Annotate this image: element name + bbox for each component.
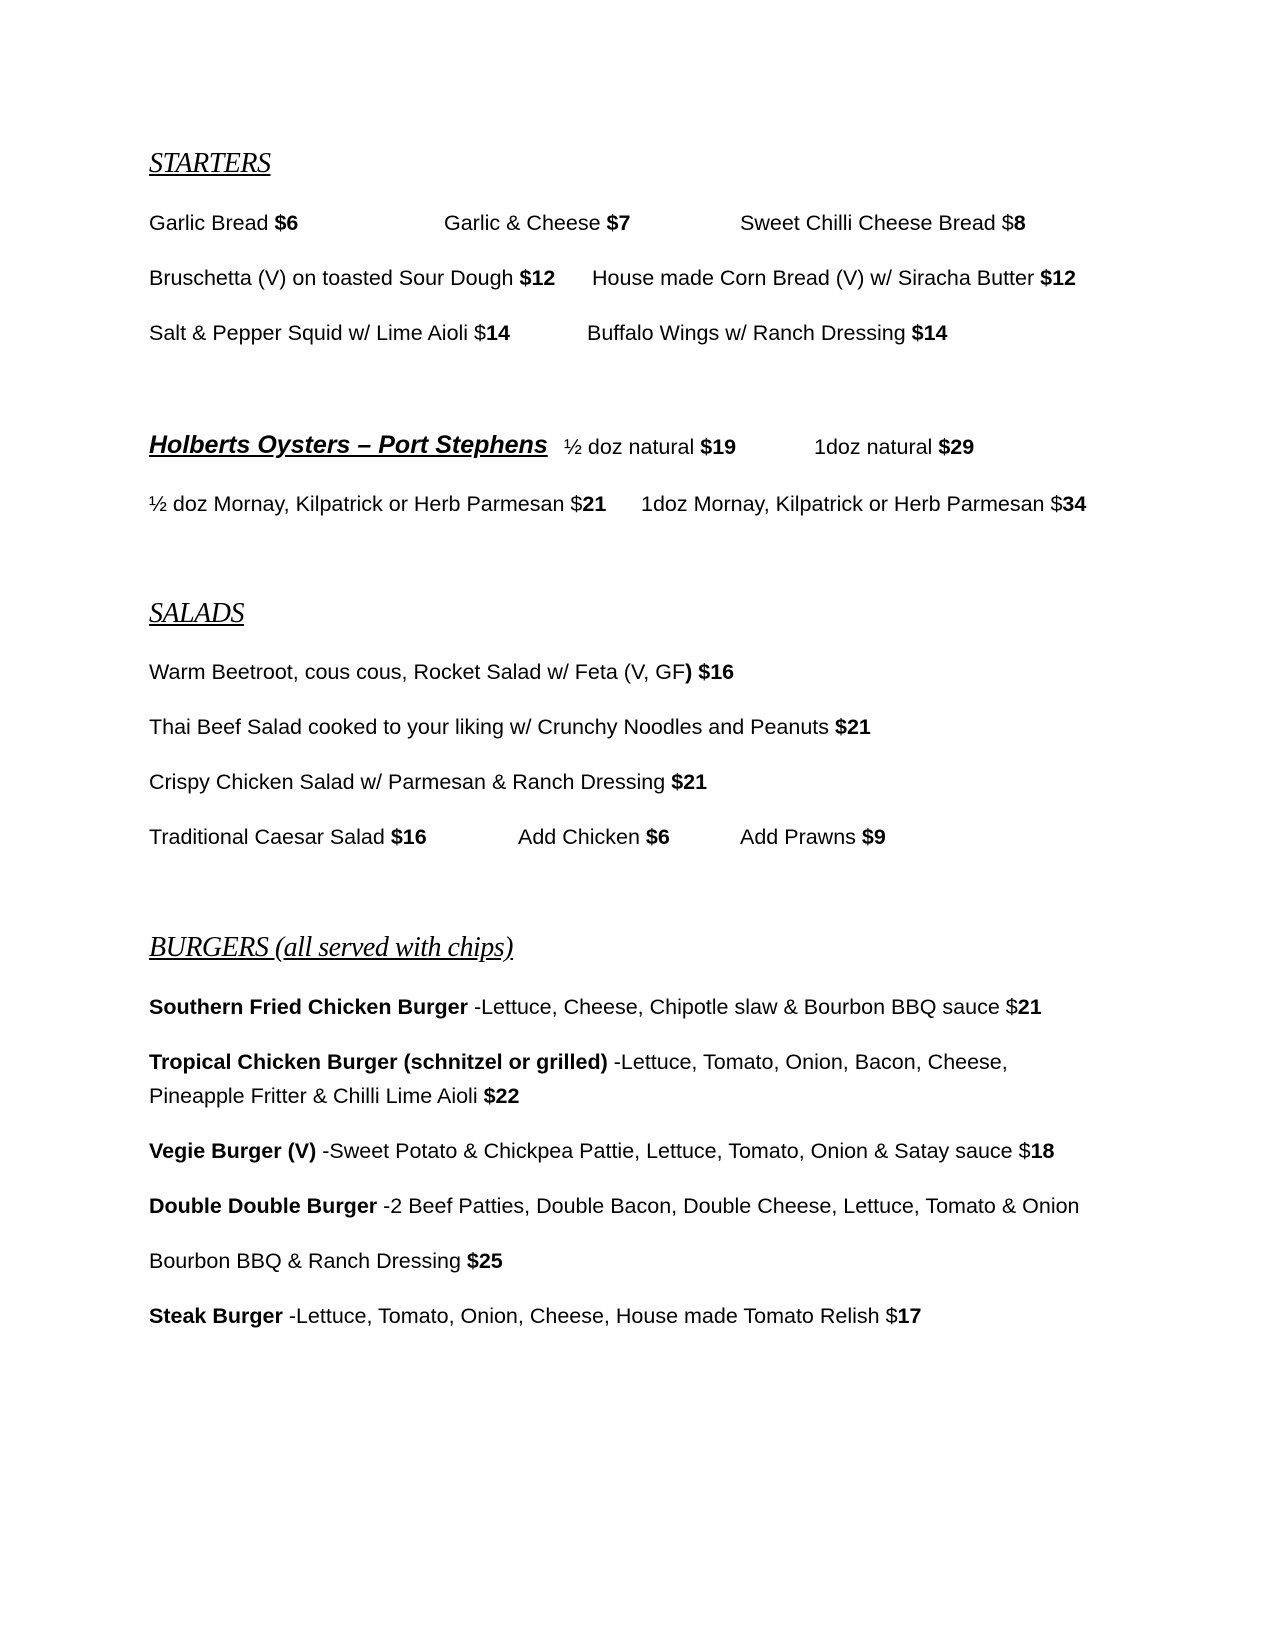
menu-item-tropical-burger-line2 — [149, 1082, 519, 1110]
item-name: Buffalo Wings w/ Ranch Dressing — [587, 321, 912, 345]
item-name: ½ doz natural — [564, 435, 701, 459]
item-name: Double Double Burger — [149, 1194, 378, 1218]
item-name: Thai Beef Salad cooked to your liking w/ Crunchy Noodles and Peanuts — [149, 715, 836, 739]
item-description: -Lettuce, Tomato, Onion, Cheese, House made Tomato Relish $ — [282, 1304, 898, 1328]
item-price: $14 — [911, 321, 948, 345]
item-price: $16 — [390, 825, 427, 849]
menu-item-vegie-burger — [149, 1137, 1054, 1165]
menu-item-corn-bread — [592, 264, 1076, 292]
menu-item-thai-beef-salad — [149, 713, 871, 741]
menu-item-half-dozen-mornay — [149, 490, 606, 518]
item-price: $6 — [645, 825, 670, 849]
item-price: $22 — [483, 1084, 520, 1108]
menu-item-bruschetta — [149, 264, 555, 292]
menu-item-double-double-burger-line2 — [149, 1247, 503, 1275]
item-name: Southern Fried Chicken Burger — [149, 995, 468, 1019]
item-name: Warm Beetroot, cous cous, Rocket Salad w/ Feta (V, GF — [149, 660, 686, 684]
menu-item-caesar-salad — [149, 823, 427, 851]
item-name: House made Corn Bread (V) w/ Siracha Butter — [592, 266, 1041, 290]
item-description: -Lettuce, Tomato, Onion, Bacon, Cheese, — [607, 1050, 1008, 1074]
menu-item-dozen-mornay — [641, 490, 1086, 518]
item-price: $19 — [700, 435, 737, 459]
menu-item-wings — [587, 319, 948, 347]
item-name: Tropical Chicken Burger (schnitzel or grilled) — [149, 1050, 608, 1074]
item-price: $25 — [466, 1249, 503, 1273]
item-name: Traditional Caesar Salad — [149, 825, 391, 849]
item-description: Bourbon BBQ & Ranch Dressing — [149, 1249, 467, 1273]
item-name: Crispy Chicken Salad w/ Parmesan & Ranch Dressing — [149, 770, 672, 794]
item-description: -Lettuce, Cheese, Chipotle slaw & Bourbon BBQ sauce $ — [467, 995, 1018, 1019]
item-price: $21 — [671, 770, 708, 794]
item-name: Add Prawns — [740, 825, 862, 849]
item-price: 17 — [897, 1304, 922, 1328]
item-name: 1doz Mornay, Kilpatrick or Herb Parmesan $ — [641, 492, 1063, 516]
menu-item-southern-fried-burger — [149, 993, 1042, 1021]
menu-item-half-dozen-natural — [564, 433, 736, 461]
item-price: 8 — [1013, 211, 1026, 235]
menu-item-sweet-chilli — [740, 209, 1026, 237]
menu-item-double-double-burger — [149, 1192, 1080, 1220]
item-price: 21 — [582, 492, 607, 516]
item-price: 14 — [486, 321, 510, 345]
item-price: $7 — [606, 211, 631, 235]
item-name: Vegie Burger (V) — [149, 1139, 317, 1163]
menu-item-steak-burger — [149, 1302, 921, 1330]
menu-item-crispy-chicken-salad — [149, 768, 707, 796]
menu-item-dozen-natural — [814, 433, 974, 461]
menu-item-add-chicken — [518, 823, 670, 851]
menu-item-tropical-burger — [149, 1048, 1008, 1076]
item-price: $21 — [835, 715, 871, 739]
burgers-heading: BURGERS (all served with chips) — [149, 932, 513, 963]
item-name: Sweet Chilli Cheese Bread $ — [740, 211, 1014, 235]
item-name: 1doz natural — [814, 435, 939, 459]
menu-item-beetroot-salad — [149, 658, 734, 686]
salads-heading: SALADS — [149, 598, 244, 629]
starters-heading: STARTERS — [149, 148, 271, 179]
item-name: Add Chicken — [518, 825, 646, 849]
item-price: $9 — [861, 825, 886, 849]
menu-item-garlic-bread — [149, 209, 298, 237]
item-price: $29 — [938, 435, 975, 459]
item-price: ) $16 — [685, 660, 735, 684]
item-name: Steak Burger — [149, 1304, 283, 1328]
item-description: -Sweet Potato & Chickpea Pattie, Lettuce, Tomato, Onion & Satay sauce $ — [316, 1139, 1031, 1163]
item-price: 34 — [1062, 492, 1087, 516]
item-name: ½ doz Mornay, Kilpatrick or Herb Parmesan $ — [149, 492, 583, 516]
item-description: -2 Beef Patties, Double Bacon, Double Cheese, Lettuce, Tomato & Onion — [377, 1194, 1080, 1218]
menu-item-add-prawns — [740, 823, 886, 851]
item-price: $12 — [1040, 266, 1076, 290]
item-price: 21 — [1017, 995, 1042, 1019]
oysters-heading: Holberts Oysters – Port Stephens — [149, 431, 548, 459]
item-price: 18 — [1030, 1139, 1055, 1163]
item-name: Bruschetta (V) on toasted Sour Dough — [149, 266, 520, 290]
menu-item-squid — [149, 319, 510, 347]
item-name: Salt & Pepper Squid w/ Lime Aioli $ — [149, 321, 487, 345]
menu-item-garlic-cheese — [444, 209, 630, 237]
item-price: $12 — [519, 266, 556, 290]
item-price: $6 — [274, 211, 299, 235]
item-name: Garlic Bread — [149, 211, 275, 235]
item-name: Garlic & Cheese — [444, 211, 607, 235]
item-description: Pineapple Fritter & Chilli Lime Aioli — [149, 1084, 484, 1108]
